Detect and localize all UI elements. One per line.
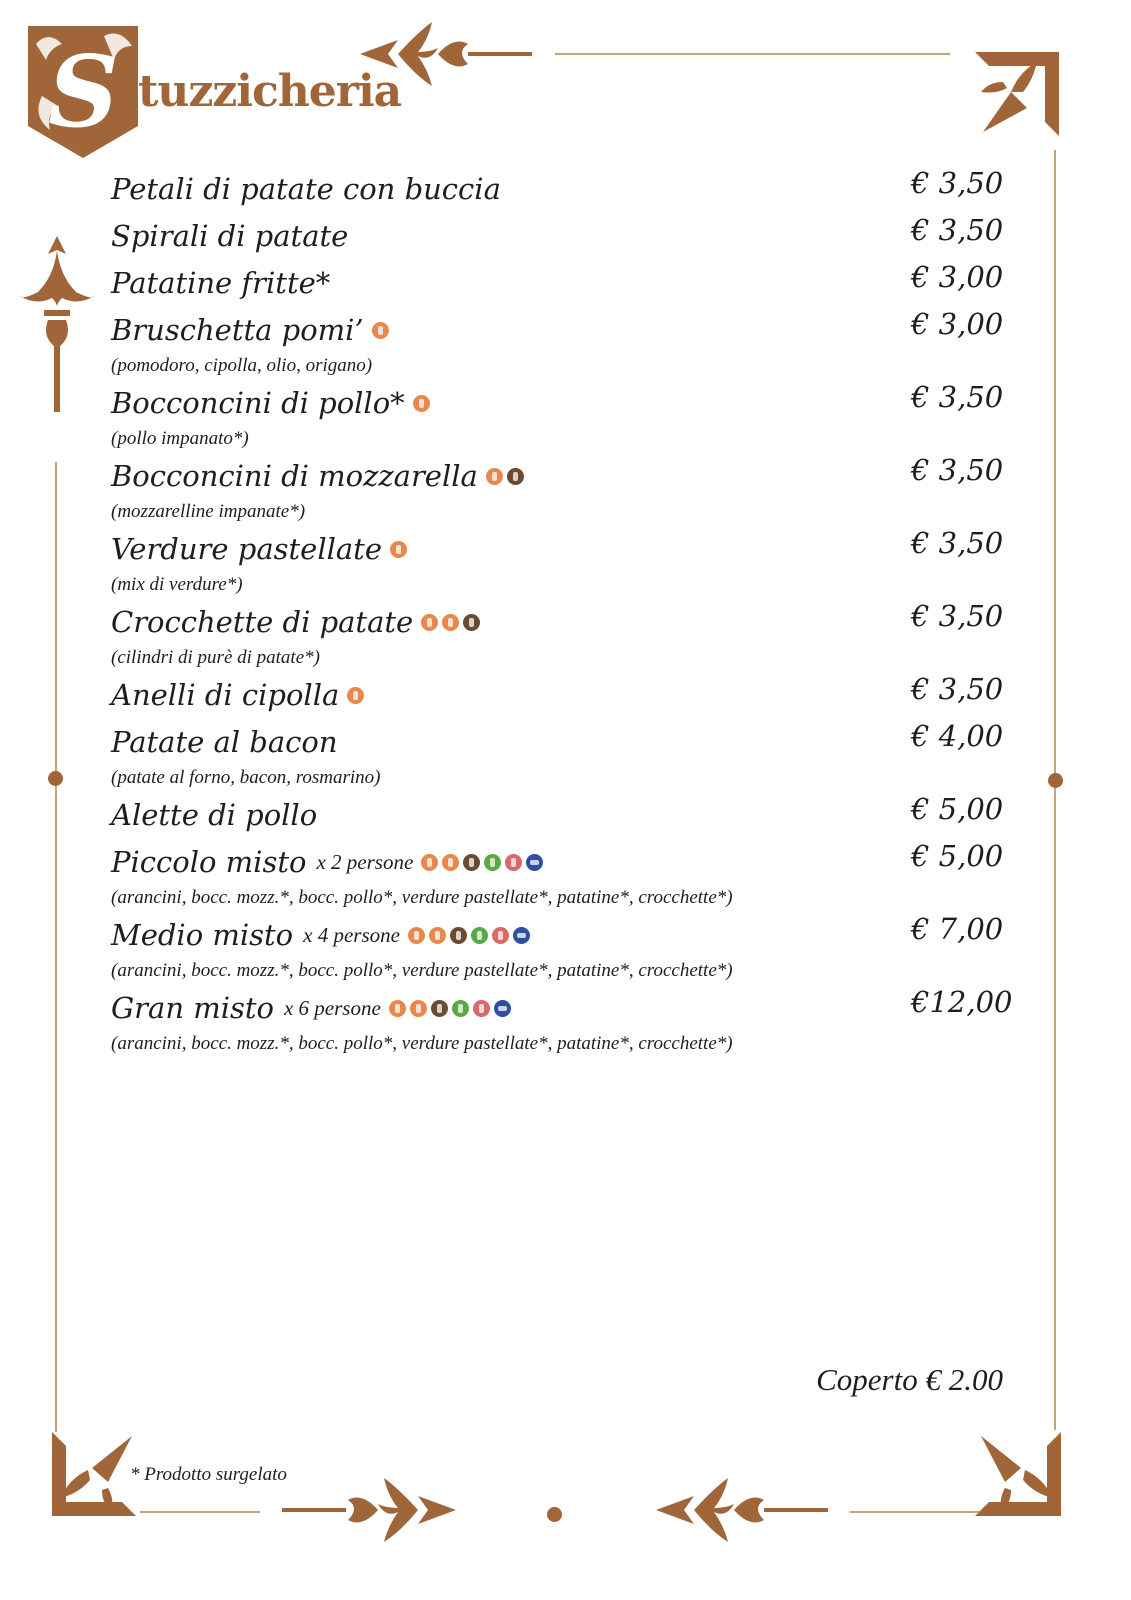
menu-item-description: (cilindri di purè di patate*) [111,647,320,668]
allergen-brown-icon [507,468,524,485]
allergen-orange-icon [421,614,438,631]
menu-item [111,839,1031,912]
menu-item-price: € 3,50 [911,453,1004,487]
menu-item [111,213,1031,260]
allergen-icons [372,322,393,339]
allergen-icons [347,687,368,704]
allergen-orange-icon [389,1000,406,1017]
menu-item-name: Anelli di cipolla [111,678,340,712]
menu-item-row [111,380,1031,427]
menu-item-description: (arancini, bocc. mozz.*, bocc. pollo*, verdure pastellate*, patatine*, crocchette*) [111,887,733,908]
allergen-green-icon [484,854,501,871]
menu-item-persons: x 4 persone [303,923,400,947]
frame-right-line [1054,150,1056,1430]
page-title: tuzzicheria [138,66,402,117]
allergen-brown-icon [463,614,480,631]
allergen-orange-icon [347,687,364,704]
menu-item [111,260,1031,307]
allergen-pink-icon [473,1000,490,1017]
frame-left-line [55,462,57,1432]
bottom-left-flourish-icon [282,1478,458,1542]
frame-bottom-line-left [140,1511,260,1513]
top-right-corner-icon [975,52,1059,136]
menu-item-description: (patate al forno, bacon, rosmarino) [111,767,381,788]
menu-item-name: Medio misto [111,918,294,952]
allergen-orange-icon [408,927,425,944]
allergen-icons [421,614,484,631]
menu-item-name: Bocconcini di pollo* [111,386,405,420]
allergen-blue-icon [526,854,543,871]
menu-item-price: € 5,00 [911,792,1004,826]
menu-item-description: (arancini, bocc. mozz.*, bocc. pollo*, verdure pastellate*, patatine*, crocchette*) [111,1033,733,1054]
menu-item-row [111,213,1031,260]
menu-item-price: €12,00 [911,985,1013,1019]
allergen-brown-icon [450,927,467,944]
menu-item-row [111,792,1031,839]
menu-item-description: (pollo impanato*) [111,428,249,449]
allergen-orange-icon [372,322,389,339]
bottom-right-corner-icon [975,1432,1061,1516]
menu-item-price: € 4,00 [911,719,1004,753]
menu-item [111,166,1031,213]
menu-item-price: € 3,50 [911,526,1004,560]
menu-item-row [111,453,1031,500]
menu-item-description: (mix di verdure*) [111,574,243,595]
menu-item-row [111,672,1031,719]
menu-item-price: € 3,50 [911,672,1004,706]
frozen-product-footnote: * Prodotto surgelato [130,1464,287,1485]
menu-item-row [111,839,1031,886]
menu-item-row [111,526,1031,573]
ornament-dot-right [1048,773,1063,788]
menu-item-persons: x 6 persone [283,996,381,1020]
allergen-orange-icon [429,927,446,944]
allergen-icons [421,854,547,871]
menu-item-price: € 3,50 [911,213,1004,247]
menu-item [111,672,1031,719]
menu-item-persons: x 2 persone [316,850,414,874]
menu-item-name: Bruschetta pomi’ [111,313,364,347]
menu-item-price: € 7,00 [911,912,1004,946]
menu-item [111,792,1031,839]
allergen-brown-icon [431,1000,448,1017]
ornament-dot-left [48,771,63,786]
allergen-orange-icon [410,1000,427,1017]
menu-item [111,307,1031,380]
allergen-icons [389,1000,515,1017]
allergen-brown-icon [463,854,480,871]
menu-item-description: (arancini, bocc. mozz.*, bocc. pollo*, verdure pastellate*, patatine*, crocchette*) [111,960,733,981]
ornament-dot-bottom [547,1507,562,1522]
menu-item-price: € 3,00 [911,307,1004,341]
allergen-pink-icon [492,927,509,944]
allergen-green-icon [471,927,488,944]
bottom-right-flourish-icon [654,1478,830,1542]
menu-item [111,912,1031,985]
menu-item-row [111,719,1031,766]
menu-item-name: Petali di patate con buccia [111,172,501,206]
bottom-left-corner-icon [52,1432,138,1516]
menu-item-name: Crocchette di patate [111,605,414,639]
menu-item-price: € 3,00 [911,260,1004,294]
menu-item [111,599,1031,672]
allergen-orange-icon [442,854,459,871]
menu-item [111,380,1031,453]
menu-item-row [111,985,1031,1032]
menu-item-row [111,307,1031,354]
allergen-icons [408,927,534,944]
menu-item-row [111,599,1031,646]
menu-item-price: € 3,50 [911,599,1004,633]
menu-item-price: € 3,50 [911,380,1004,414]
allergen-orange-icon [442,614,459,631]
allergen-orange-icon [413,395,430,412]
menu-item-name: Bocconcini di mozzarella [111,459,478,493]
menu-item-name: Alette di pollo [111,798,318,832]
menu-list [111,166,1031,1058]
menu-item-name: Piccolo misto [111,845,307,879]
menu-item-price: € 5,00 [911,839,1004,873]
menu-item [111,719,1031,792]
allergen-orange-icon [390,541,407,558]
menu-item-name: Spirali di patate [111,219,349,253]
allergen-icons [390,541,411,558]
allergen-orange-icon [421,854,438,871]
menu-item-row [111,166,1031,213]
menu-item [111,526,1031,599]
allergen-blue-icon [513,927,530,944]
menu-item [111,453,1031,526]
allergen-icons [413,395,434,412]
allergen-green-icon [452,1000,469,1017]
allergen-pink-icon [505,854,522,871]
frame-bottom-line-right [850,1511,980,1513]
menu-item-description: (pomodoro, cipolla, olio, origano) [111,355,373,376]
menu-item-name: Patate al bacon [111,725,338,759]
frame-top-line [555,53,950,55]
allergen-blue-icon [494,1000,511,1017]
menu-item-description: (mozzarelline impanate*) [111,501,306,522]
allergen-icons [486,468,528,485]
menu-item-name: Gran misto [111,991,274,1025]
menu-item-row [111,912,1031,959]
title-initial: S [48,35,119,150]
menu-item-row [111,260,1031,307]
left-side-ornament-icon [18,236,96,412]
allergen-orange-icon [486,468,503,485]
cover-charge: Coperto € 2.00 [816,1362,1003,1397]
top-flourish-icon [358,22,534,86]
menu-item [111,985,1031,1058]
menu-item-price: € 3,50 [911,166,1004,200]
menu-item-name: Verdure pastellate [111,532,382,566]
menu-item-name: Patatine fritte* [111,266,331,300]
